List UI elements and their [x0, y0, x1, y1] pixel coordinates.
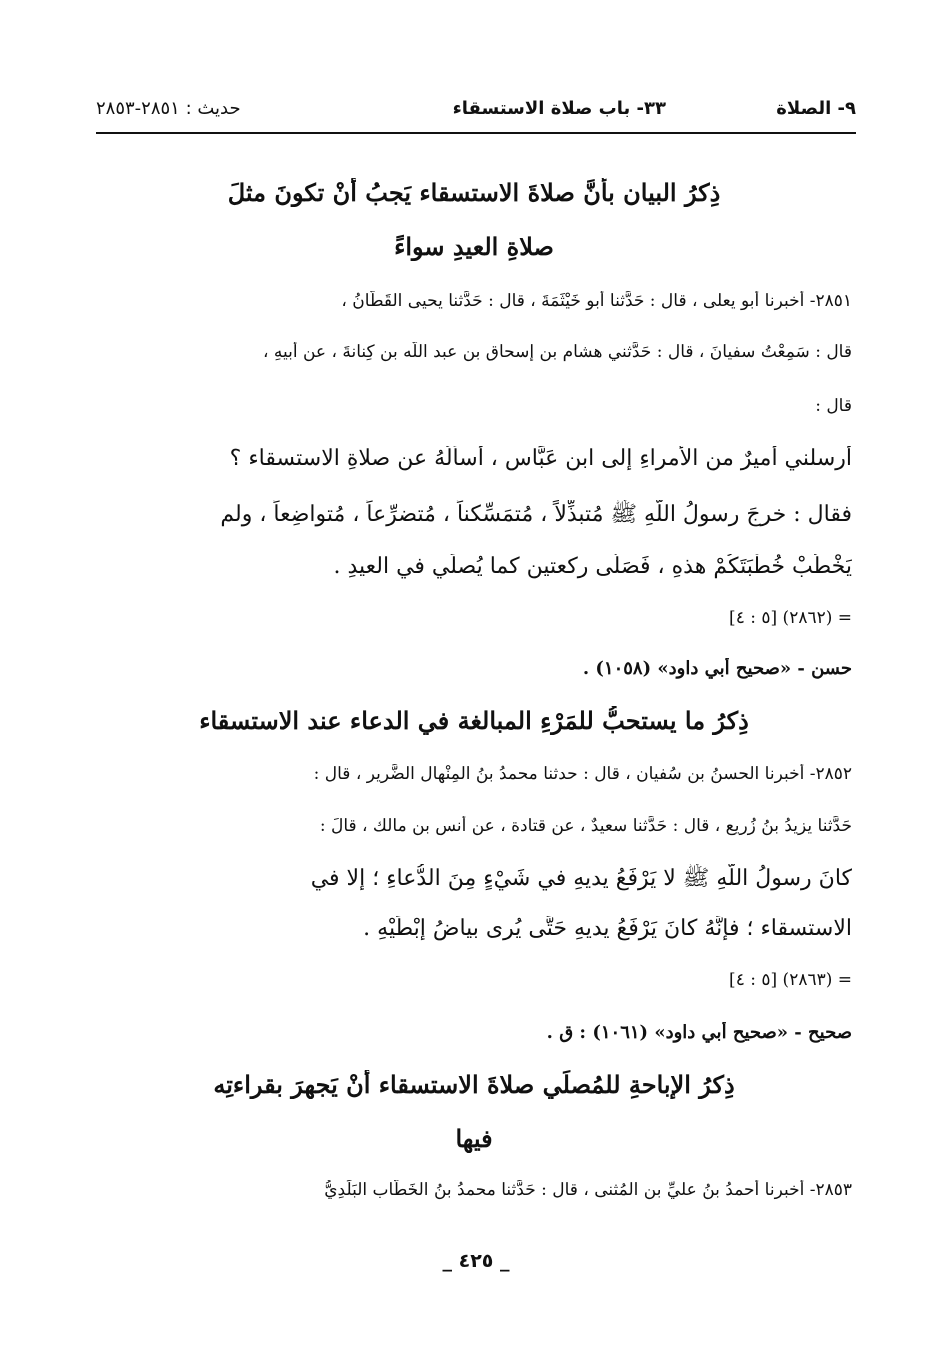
isnad-2853-line-1: ٢٨٥٣- أخبرنا أحمدُ بنُ عليِّ بن المُثنى ، قال : حَدَّثنا محمدُ بنُ الخَطَّاب البَلَدِيُّ	[324, 1180, 852, 1200]
header-divider	[96, 132, 856, 134]
reference-2852: = (٢٨٦٣) [٥ : ٤]	[729, 970, 852, 990]
matn-2851-line-1: أرسلني أميرٌ من الأُمراءِ إلى ابنِ عَبَّاس ، أسألُهُ عن صلاةِ الاستسقاء ؟	[229, 446, 852, 471]
isnad-2852-line-1: ٢٨٥٢- أخبرنا الحسنُ بن سُفيان ، قال : حدثنا محمدُ بنُ المِنْهال الضَّرير ، قال :	[313, 764, 852, 784]
header-book-chapter: ٩- الصلاة	[776, 98, 856, 119]
section-title-3-line-1: ذِكرُ الإباحةِ للمُصلِّي صلاةَ الاستسقاء أنْ يَجهرَ بقراءتِه	[213, 1070, 735, 1099]
grading-2851: حسن - «صحيح أبي داود» (١٠٥٨) .	[582, 658, 852, 679]
section-title-2: ذِكرُ ما يستحبُّ للمَرْءِ المبالغة في الدعاء عند الاستسقاء	[199, 706, 749, 735]
header-section: ٣٣- باب صلاة الاستسقاء	[452, 98, 666, 119]
matn-2851-line-2: فقال : خرجَ رسولُ اللّهِ ﷺ مُتبذِّلاً ، مُتمَسِّكناً ، مُتضرِّعاً ، مُتواضِعاً ، ولم	[220, 502, 852, 527]
section-title-1-line-1: ذِكرُ البيان بأنَّ صلاةَ الاستسقاء يَجبُ أنْ تكونَ مثلَ	[227, 178, 721, 207]
grading-2852: صحيح - «صحيح أبي داود» (١٠٦١) : ق .	[546, 1022, 852, 1043]
reference-2851: = (٢٨٦٢) [٥ : ٤]	[729, 608, 852, 628]
running-header	[96, 92, 856, 132]
section-title-1-line-2: صلاةِ العيدِ سواءً	[394, 232, 554, 261]
header-hadith-range: حديث : ٢٨٥١-٢٨٥٣	[96, 98, 241, 119]
matn-2851-line-3: يَخْطُبْ خُطْبَتَكُمْ هذهِ ، فَصَلَّى ركعتينِ كما يُصلِّي في العيدِ .	[333, 554, 852, 579]
isnad-2851-line-2: قال : سَمِعْتُ سفيانَ ، قال : حَدَّثني هشام بن إسحاق بن عبد اللّه بن كِنانةَ ، عن أبيهِ ،	[262, 342, 852, 362]
isnad-2851-line-1: ٢٨٥١- أخبرنا أبو يعلى ، قال : حَدَّثنا أبو خَيْثَمَةَ ، قال : حَدَّثنا يحيى القَطَّانُ ،	[341, 291, 852, 311]
section-title-3-line-2: فيها	[455, 1124, 493, 1153]
isnad-2852-line-2: حَدَّثنا يزيدُ بنُ زُريع ، قال : حَدَّثنا سعيدٌ ، عن قتادة ، عن أنس بن مالك ، قالَ :	[319, 816, 852, 836]
isnad-2851-line-3: قال :	[815, 396, 852, 416]
matn-2852-line-1: كانَ رسولُ اللّهِ ﷺ لا يَرْفَعُ يديهِ في شَيْءٍ مِنَ الدُّعاءِ ؛ إلا في	[310, 866, 852, 891]
matn-2852-line-2: الاستسقاء ؛ فإنَّهُ كانَ يَرْفَعُ يديهِ حَتَّى يُرى بياضُ إبْطَيْهِ .	[363, 916, 852, 941]
page-number: _ ٤٢٥ _	[442, 1250, 510, 1272]
